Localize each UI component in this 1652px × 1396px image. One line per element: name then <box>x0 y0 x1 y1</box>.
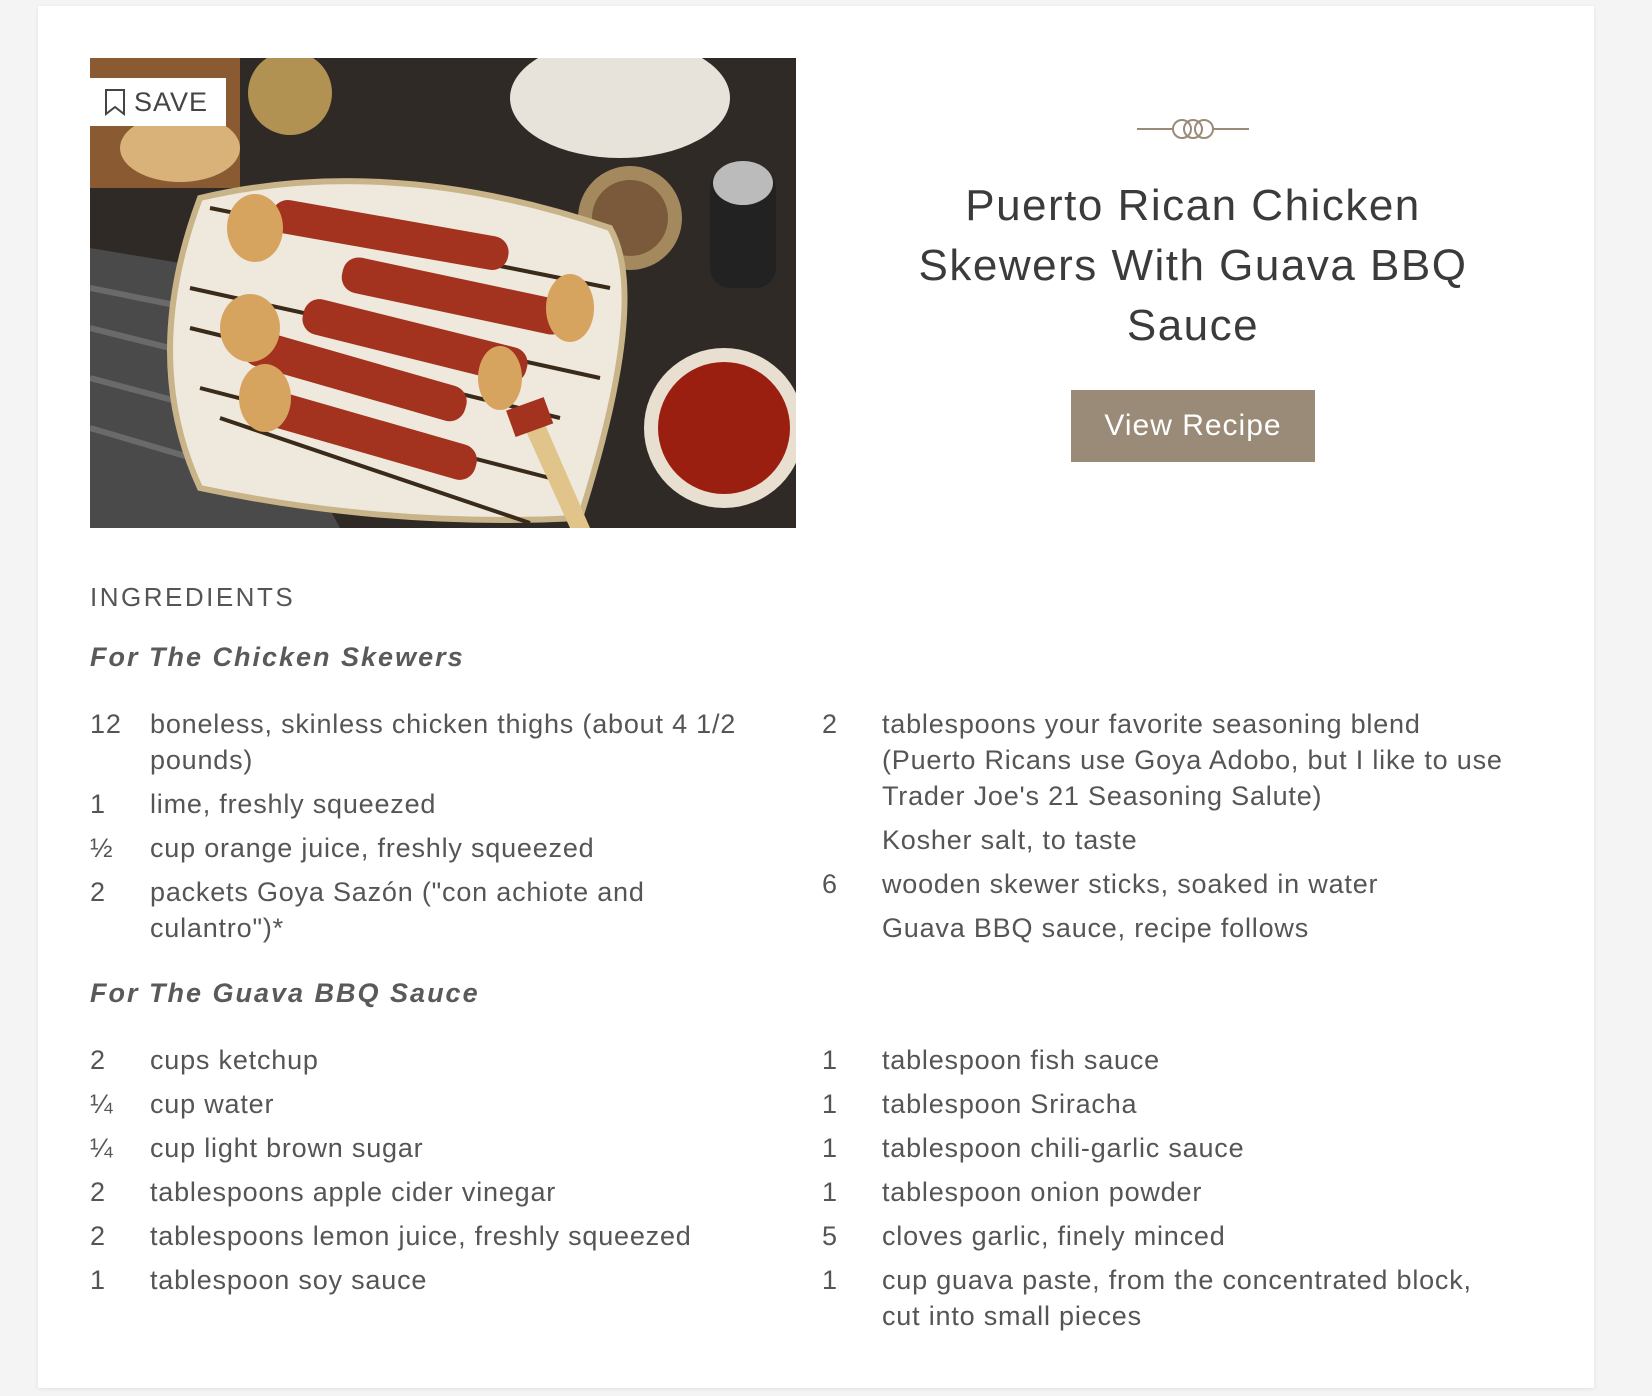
ingredient-text: tablespoon onion powder <box>882 1177 1203 1207</box>
ingredient-row <box>822 866 1512 902</box>
ingredient-list-sauce-left <box>90 1042 780 1306</box>
ingredient-quantity: 1 <box>90 1265 106 1295</box>
ingredient-text: packets Goya Sazón ("con achiote and culantro")* <box>150 877 645 943</box>
ingredient-row <box>822 1130 1512 1166</box>
ingredient-text: tablespoons your favorite seasoning blend (Puerto Ricans use Goya Adobo, but I like to use Trader Joe's 21 Seasoning Salute) <box>882 709 1503 811</box>
ingredient-row <box>822 1086 1512 1122</box>
ingredient-text: wooden skewer sticks, soaked in water <box>882 869 1379 899</box>
ingredient-quantity: 2 <box>822 709 838 739</box>
ingredient-quantity: ½ <box>90 833 114 863</box>
ingredient-text: tablespoon fish sauce <box>882 1045 1160 1075</box>
ingredient-row <box>822 1174 1512 1210</box>
ingredient-text: boneless, skinless chicken thighs (about 4 1/2 pounds) <box>150 709 737 775</box>
ingredient-list-chicken-left <box>90 706 780 954</box>
ingredient-row <box>90 786 780 822</box>
ingredient-row <box>822 822 1512 858</box>
ingredient-text: cup orange juice, freshly squeezed <box>150 833 595 863</box>
ingredient-list-chicken-right <box>822 706 1512 954</box>
ingredient-text: tablespoon chili-garlic sauce <box>882 1133 1245 1163</box>
ingredient-quantity: 2 <box>90 1177 106 1207</box>
ingredient-row <box>90 706 780 778</box>
ingredient-text: tablespoons lemon juice, freshly squeezed <box>150 1221 692 1251</box>
ingredient-quantity: ¼ <box>90 1089 114 1119</box>
ingredient-quantity <box>822 822 882 858</box>
bookmark-icon <box>104 88 126 116</box>
ingredient-text: Guava BBQ sauce, recipe follows <box>882 913 1309 943</box>
ingredient-row <box>822 706 1512 814</box>
ingredient-row <box>90 830 780 866</box>
view-recipe-button[interactable]: View Recipe <box>1071 390 1315 462</box>
save-label: SAVE <box>134 86 209 117</box>
recipe-card <box>38 6 1594 1388</box>
ingredient-text: cup light brown sugar <box>150 1133 424 1163</box>
ingredient-row <box>90 1174 780 1210</box>
recipe-title: Puerto Rican Chicken Skewers With Guava BBQ Sauce <box>918 181 1468 350</box>
ingredient-text: cup water <box>150 1089 275 1119</box>
section-title-guava-bbq-sauce: For The Guava BBQ Sauce <box>90 978 480 1008</box>
ingredient-row <box>822 1218 1512 1254</box>
ingredient-text: lime, freshly squeezed <box>150 789 437 819</box>
ornament-icon <box>1137 116 1249 142</box>
recipe-photo[interactable] <box>90 58 796 528</box>
recipe-header <box>878 116 1508 462</box>
ingredient-text: Kosher salt, to taste <box>882 825 1138 855</box>
ingredient-quantity: 1 <box>822 1089 838 1119</box>
ingredient-text: tablespoon Sriracha <box>882 1089 1138 1119</box>
ingredient-text: cups ketchup <box>150 1045 319 1075</box>
ingredient-row <box>90 874 780 946</box>
ingredient-row <box>90 1130 780 1166</box>
ingredient-row <box>90 1086 780 1122</box>
ingredient-quantity: 1 <box>822 1045 838 1075</box>
ingredient-quantity: 6 <box>822 869 838 899</box>
ingredient-row <box>90 1042 780 1078</box>
ingredient-quantity: 1 <box>90 789 106 819</box>
ingredient-quantity: 1 <box>822 1265 838 1295</box>
ingredient-quantity: 2 <box>90 877 106 907</box>
ingredient-quantity: 1 <box>822 1177 838 1207</box>
ingredient-text: tablespoon soy sauce <box>150 1265 428 1295</box>
ingredient-quantity: ¼ <box>90 1133 114 1163</box>
ingredient-row <box>822 1262 1512 1334</box>
section-title-chicken-skewers: For The Chicken Skewers <box>90 642 465 672</box>
ingredient-quantity: 2 <box>90 1221 106 1251</box>
ingredient-text: cup guava paste, from the concentrated block, cut into small pieces <box>882 1265 1472 1331</box>
ingredient-text: cloves garlic, finely minced <box>882 1221 1226 1251</box>
ingredient-quantity <box>822 910 882 946</box>
ingredient-row <box>90 1262 780 1298</box>
ingredient-list-sauce-right <box>822 1042 1512 1342</box>
ingredient-quantity: 1 <box>822 1133 838 1163</box>
ingredient-row <box>822 910 1512 946</box>
ingredient-quantity: 2 <box>90 1045 106 1075</box>
food-photo-illustration <box>90 58 796 528</box>
ingredients-heading: INGREDIENTS <box>90 582 296 612</box>
ingredient-row <box>822 1042 1512 1078</box>
ingredient-text: tablespoons apple cider vinegar <box>150 1177 557 1207</box>
ingredient-quantity: 12 <box>90 709 122 739</box>
ingredient-quantity: 5 <box>822 1221 838 1251</box>
ingredient-row <box>90 1218 780 1254</box>
save-button[interactable] <box>90 78 226 126</box>
